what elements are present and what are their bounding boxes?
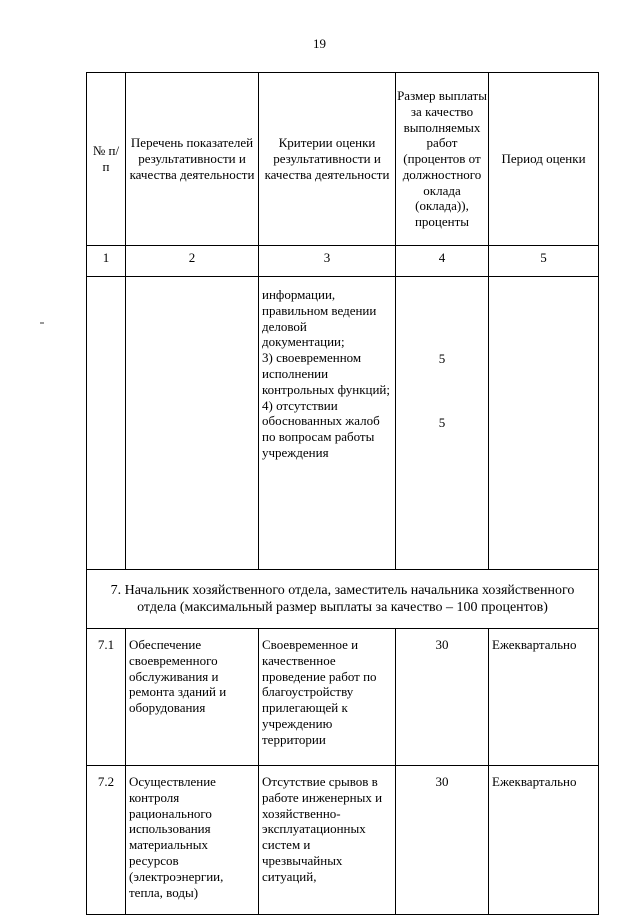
continuation-criteria-cell bbox=[259, 277, 396, 570]
row-payment: 30 bbox=[396, 766, 489, 915]
row-period: Ежеквартально bbox=[489, 766, 599, 915]
column-number-row bbox=[87, 246, 599, 277]
table-header-row bbox=[87, 73, 599, 246]
row-period: Ежеквартально bbox=[489, 629, 599, 766]
criteria-text: информации, правильном ведении деловой документации; bbox=[262, 287, 377, 350]
continuation-payment-cell bbox=[396, 277, 489, 570]
column-number: 3 bbox=[259, 246, 396, 277]
table-row bbox=[87, 766, 599, 915]
payment-value: 5 bbox=[438, 351, 446, 366]
row-indicator: Обеспечение своевременного обслуживания и ремонта зданий и оборудования bbox=[126, 629, 259, 766]
criteria-text: 4) отсутствии обоснованных жалоб по вопросам работы учреждения bbox=[262, 397, 380, 460]
continuation-number-cell bbox=[87, 277, 126, 570]
section-row bbox=[87, 570, 599, 629]
header-payment-size: Размер выплаты за качество выполняемых работ (процентов от должностного оклада (оклада)), проценты bbox=[396, 73, 489, 246]
table-row bbox=[87, 629, 599, 766]
row-number: 7.2 bbox=[87, 766, 126, 915]
header-number: № п/п bbox=[87, 73, 126, 246]
scan-speck bbox=[40, 322, 44, 324]
continuation-period-cell bbox=[489, 277, 599, 570]
column-number: 5 bbox=[489, 246, 599, 277]
column-number: 2 bbox=[126, 246, 259, 277]
header-indicators: Перечень показателей результативности и качества деятельности bbox=[126, 73, 259, 246]
row-indicator: Осуществление контроля рационального использования материальных ресурсов (электроэнергии, тепла, воды) bbox=[126, 766, 259, 915]
payment-value: 5 bbox=[438, 414, 446, 430]
header-evaluation-period: Период оценки bbox=[489, 73, 599, 246]
row-number: 7.1 bbox=[87, 629, 126, 766]
page-number: 19 bbox=[313, 36, 326, 51]
column-number: 1 bbox=[87, 246, 126, 277]
row-payment: 30 bbox=[396, 629, 489, 766]
section-title: 7. Начальник хозяйственного отдела, заместитель начальника хозяйственного отдела (максимальный размер выплаты за качество – 100 процентов) bbox=[87, 570, 599, 629]
criteria-text: 3) своевременном исполнении контрольных функций; bbox=[262, 350, 390, 397]
evaluation-table bbox=[86, 72, 599, 915]
continuation-row bbox=[87, 277, 599, 570]
header-criteria: Критерии оценки результативности и качества деятельности bbox=[259, 73, 396, 246]
continuation-indicator-cell bbox=[126, 277, 259, 570]
row-criteria: Отсутствие срывов в работе инженерных и хозяйственно-эксплуатационных систем и чрезвычайных ситуаций, bbox=[259, 766, 396, 915]
row-criteria: Своевременное и качественное проведение работ по благоустройству прилегающей к учреждению территории bbox=[259, 629, 396, 766]
column-number: 4 bbox=[396, 246, 489, 277]
